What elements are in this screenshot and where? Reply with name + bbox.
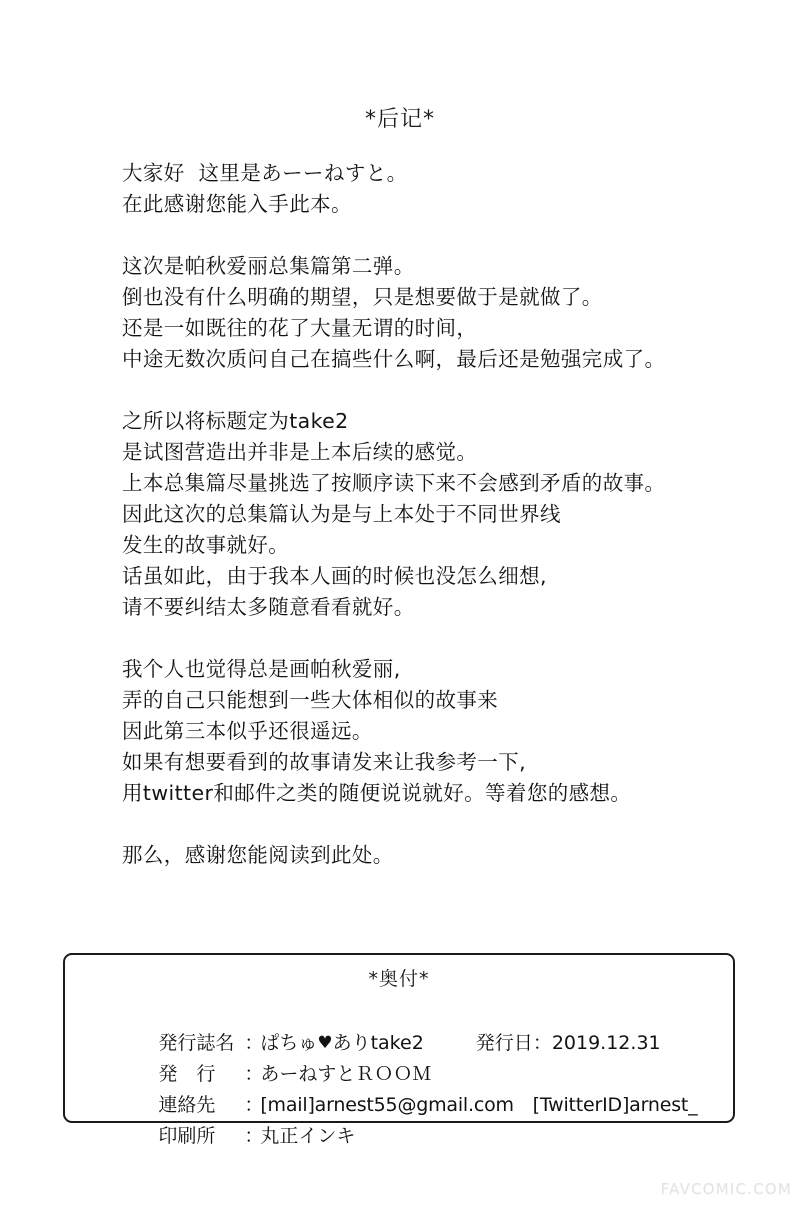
row-value: [mail]arnest55@gmail.com [TwitterID]arnest_ xyxy=(260,1094,698,1116)
text-line: 如果有想要看到的故事请发来让我参考一下, xyxy=(122,750,527,774)
row-value-prefix: ぱちゅ xyxy=(260,1032,318,1054)
publication-date-separator: ： xyxy=(532,1032,552,1054)
afterword-body xyxy=(122,158,762,871)
paragraph-closing xyxy=(122,840,762,871)
paragraph-about-this-book xyxy=(122,251,762,375)
text-line: 我个人也觉得总是画帕秋爱丽, xyxy=(122,657,401,681)
row-separator: ： xyxy=(244,1063,264,1085)
text-line: 因此这次的总集篇认为是与上本处于不同世界线 xyxy=(122,502,561,526)
heart-icon: ♥ xyxy=(317,1033,333,1053)
text-line: 话虽如此，由于我本人画的时候也没怎么细想, xyxy=(122,564,547,588)
text-line: 之所以将标题定为take2 xyxy=(122,409,349,433)
text-line: 是试图营造出并非是上本后续的感觉。 xyxy=(122,440,478,464)
paragraph-about-the-title xyxy=(122,406,762,623)
colophon-heading: *奥付* xyxy=(368,968,430,990)
paragraph-personal-note xyxy=(122,654,762,809)
text-line: 还是一如既往的花了大量无谓的时间， xyxy=(122,316,478,340)
text-line: 上本总集篇尽量挑选了按顺序读下来不会感到矛盾的故事。 xyxy=(122,471,666,495)
colophon-row-publication-title xyxy=(110,997,723,1054)
text-line: 这次是帕秋爱丽总集篇第二弹。 xyxy=(122,254,415,278)
row-separator: ： xyxy=(244,1094,264,1116)
row-value: あーねすとＲＯＯＭ xyxy=(260,1063,432,1085)
publication-date-value: 2019.12.31 xyxy=(551,1032,661,1054)
colophon-box xyxy=(63,953,735,1147)
site-watermark: FAVCOMIC.COM xyxy=(660,1180,792,1198)
text-line: 在此感谢您能入手此本。 xyxy=(122,192,352,216)
text-line: 用twitter和邮件之类的随便说说就好。等着您的感想。 xyxy=(122,781,632,805)
text-line: 那么，感谢您能阅读到此处。 xyxy=(122,843,394,867)
row-label: 発 行 xyxy=(158,1063,235,1085)
text-line: 因此第三本似乎还很遥远。 xyxy=(122,719,373,743)
text-line: 中途无数次质问自己在搞些什么啊，最后还是勉强完成了。 xyxy=(122,347,666,371)
text-line: 大家好 这里是あーーねすと。 xyxy=(122,161,408,185)
row-label: 発行誌名 xyxy=(158,1032,235,1054)
publication-date-label: 発行日 xyxy=(475,1032,533,1054)
row-separator: ： xyxy=(244,1032,264,1054)
row-label: 連絡先 xyxy=(158,1094,216,1116)
paragraph-greeting xyxy=(122,158,762,220)
text-line: 请不要纠结太多随意看看就好。 xyxy=(122,595,415,619)
publication-date-group xyxy=(476,1028,661,1059)
row-value-suffix: ありtake2 xyxy=(332,1032,424,1054)
afterword-heading: *后记* xyxy=(364,107,435,132)
text-line: 发生的故事就好。 xyxy=(122,533,290,557)
row-separator: ： xyxy=(244,1125,264,1147)
row-value: 丸正インキ xyxy=(260,1125,356,1147)
text-line: 弄的自己只能想到一些大体相似的故事来 xyxy=(122,688,499,712)
row-label: 印刷所 xyxy=(158,1125,216,1147)
text-line: 倒也没有什么明确的期望，只是想要做于是就做了。 xyxy=(122,285,603,309)
colophon-rows xyxy=(110,997,723,1147)
